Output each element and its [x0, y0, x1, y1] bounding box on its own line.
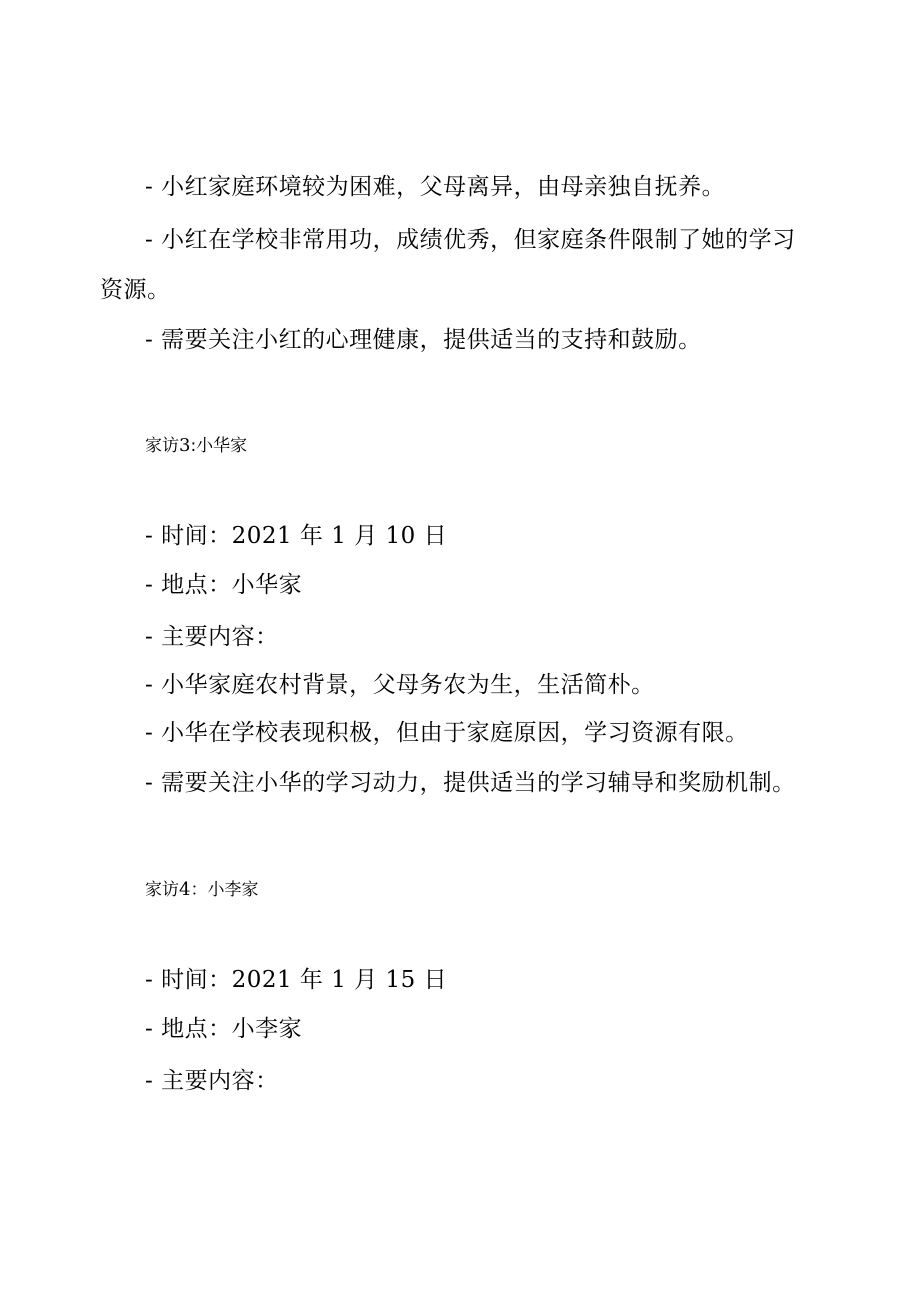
- visit4-heading-number: 4: [179, 879, 191, 900]
- visit4-heading-prefix: 家访: [145, 880, 179, 900]
- visit3-heading-number: 3: [179, 435, 191, 456]
- visit3-heading-prefix: 家访: [145, 436, 179, 456]
- visit4-place: - 地点：小李家: [145, 1016, 303, 1042]
- visit3-item: - 需要关注小华的学习动力，提供适当的学习辅导和奖励机制。: [145, 770, 796, 796]
- visit3-time: - 时间：2021 年 1 月 10 日: [145, 523, 448, 549]
- visit3-item: - 小华在学校表现积极，但由于家庭原因，学习资源有限。: [145, 720, 749, 746]
- visit3-item: - 小华家庭农村背景，父母务农为生，生活简朴。: [145, 672, 655, 698]
- visit4-heading-suffix: ：小李家: [190, 880, 259, 900]
- visit3-heading: [145, 434, 247, 458]
- note-line: - 小红家庭环境较为困难，父母离异，由母亲独自抚养。: [145, 174, 726, 200]
- note-line-continuation: 资源。: [100, 277, 171, 303]
- visit3-place: - 地点：小华家: [145, 572, 303, 598]
- note-line: - 需要关注小红的心理健康，提供适当的支持和鼓励。: [145, 327, 702, 353]
- visit4-content-label: - 主要内容：: [145, 1068, 279, 1094]
- note-line: - 小红在学校非常用功，成绩优秀，但家庭条件限制了她的学习: [145, 227, 796, 253]
- visit3-content-label: - 主要内容：: [145, 624, 279, 650]
- visit4-time: - 时间：2021 年 1 月 15 日: [145, 967, 448, 993]
- visit3-heading-suffix: :小华家: [190, 436, 248, 456]
- visit4-heading: [145, 878, 258, 902]
